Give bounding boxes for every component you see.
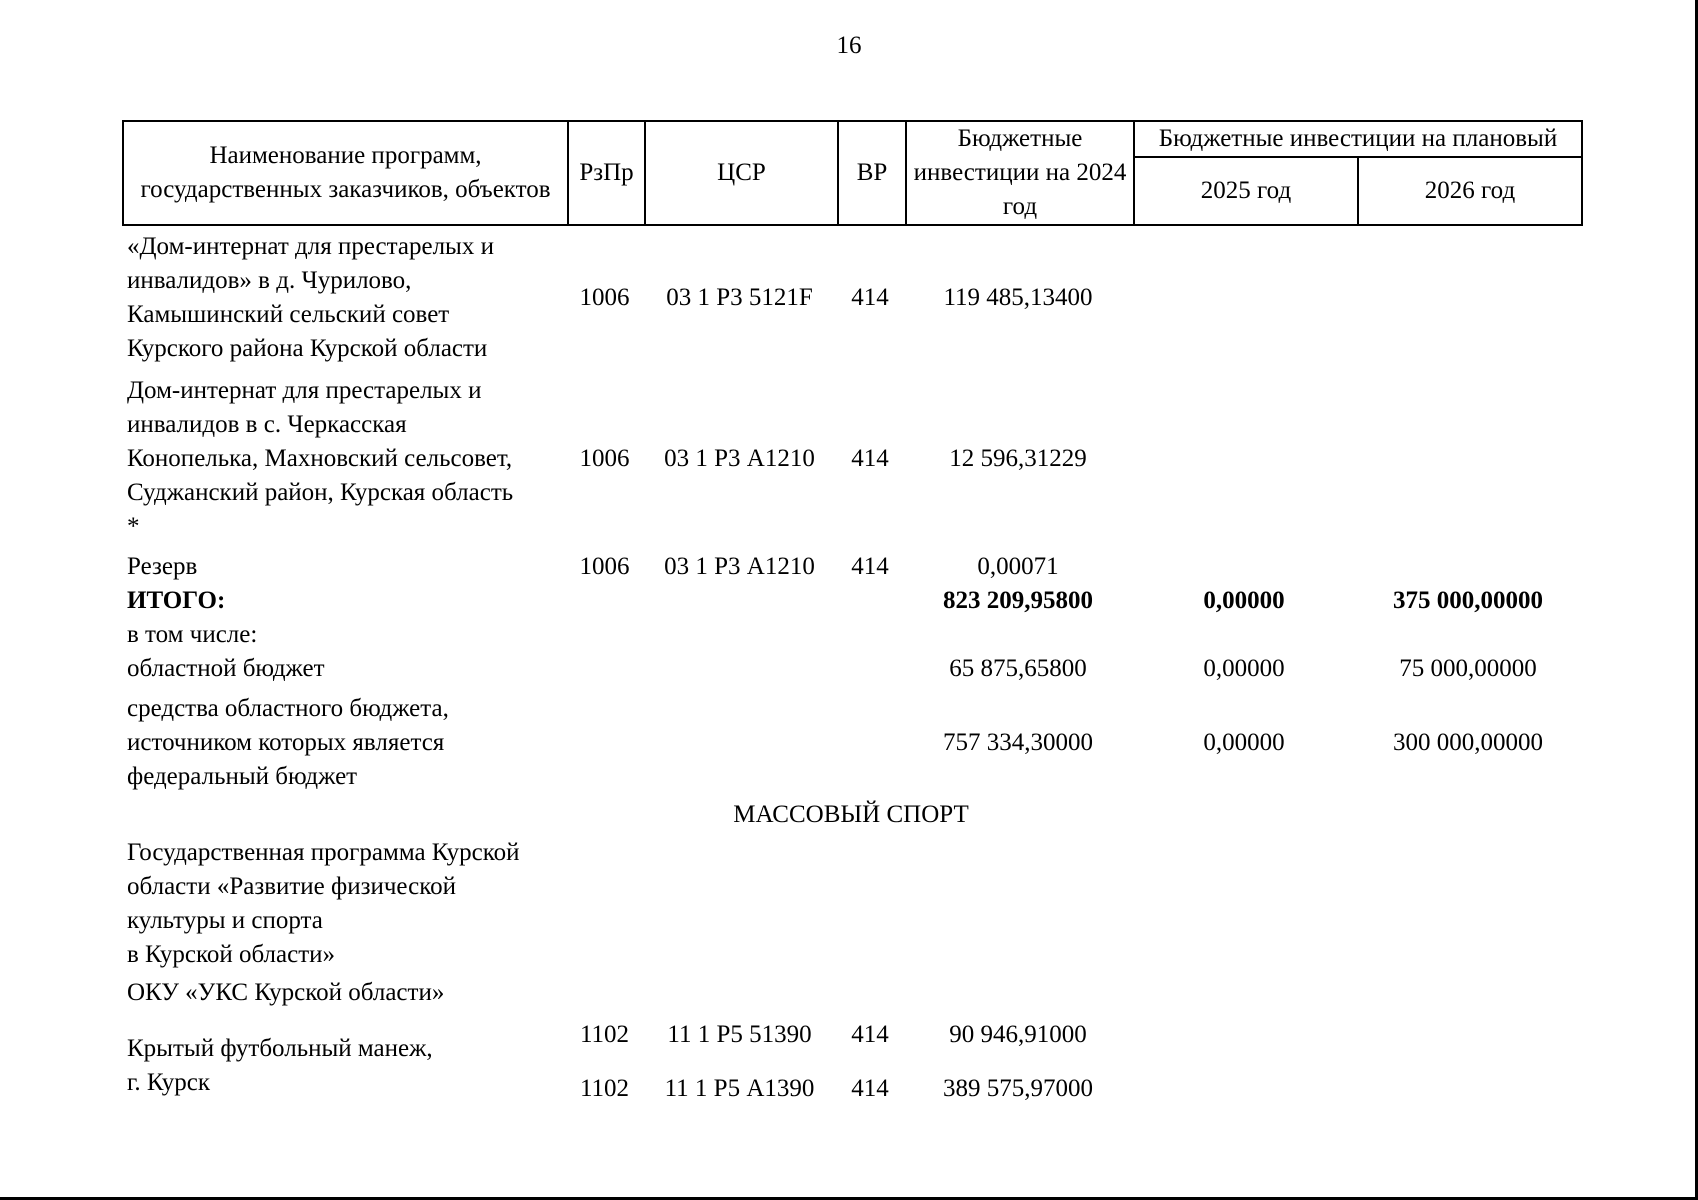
row-name: Резерв bbox=[127, 553, 198, 580]
header-csr: ЦСР bbox=[645, 121, 838, 225]
row-inv-2024: 389 575,97000 bbox=[943, 1075, 1093, 1102]
table-row bbox=[122, 230, 1580, 366]
header-2025: 2025 год bbox=[1134, 157, 1358, 225]
program-name: Государственная программа Курской области «Развитие физической культуры и спорта в Курской области» bbox=[127, 839, 520, 968]
page-number: 16 bbox=[836, 32, 862, 59]
row-rzpr: 1006 bbox=[579, 284, 630, 311]
row-inv-2024: 65 875,65800 bbox=[949, 655, 1087, 682]
row-2026: 75 000,00000 bbox=[1399, 655, 1537, 682]
row-inv-2024: 757 334,30000 bbox=[943, 729, 1093, 756]
row-csr: 03 1 Р3 А1210 bbox=[664, 445, 815, 472]
row-csr: 11 1 Р5 А1390 bbox=[664, 1075, 815, 1102]
header-vr: ВР bbox=[838, 121, 906, 225]
table-row bbox=[566, 1072, 1132, 1106]
row-inv-2024: 119 485,13400 bbox=[943, 284, 1093, 311]
header-name: Наименование программ, государственных заказчиков, объектов bbox=[123, 121, 568, 225]
total-row bbox=[122, 584, 1580, 618]
row-name: «Дом-интернат для престарелых и инвалидов» в д. Чурилово, Камышинский сельский совет Курского района Курской области bbox=[127, 233, 494, 362]
object-lines bbox=[566, 1018, 1132, 1106]
section-title: МАССОВЫЙ СПОРТ bbox=[733, 801, 969, 828]
row-csr: 03 1 Р3 А1210 bbox=[664, 553, 815, 580]
header-rzpr: РзПр bbox=[568, 121, 645, 225]
row-2026: 300 000,00000 bbox=[1393, 729, 1543, 756]
row-name: в том числе: bbox=[127, 621, 258, 648]
header-planned-period: Бюджетные инвестиции на плановый bbox=[1134, 121, 1582, 157]
row-rzpr: 1102 bbox=[579, 1021, 630, 1048]
row-2026: 375 000,00000 bbox=[1393, 587, 1543, 614]
row-inv-2024: 12 596,31229 bbox=[949, 445, 1087, 472]
row-vr: 414 bbox=[851, 445, 889, 472]
row-name: средства областного бюджета, источником которых является федеральный бюджет bbox=[127, 695, 449, 790]
row-2025: 0,00000 bbox=[1203, 587, 1285, 614]
row-vr: 414 bbox=[851, 284, 889, 311]
table-row bbox=[122, 550, 1580, 584]
row-inv-2024: 823 209,95800 bbox=[943, 587, 1093, 614]
header-investments-2024: Бюджетные инвестиции на 2024 год bbox=[906, 121, 1134, 225]
row-rzpr: 1102 bbox=[579, 1075, 630, 1102]
header-2026: 2026 год bbox=[1358, 157, 1582, 225]
row-rzpr: 1006 bbox=[579, 445, 630, 472]
table-row bbox=[122, 692, 1580, 794]
row-2025: 0,00000 bbox=[1203, 729, 1285, 756]
row-inv-2024: 0,00071 bbox=[977, 553, 1059, 580]
table-row bbox=[122, 618, 1580, 652]
object-name: Крытый футбольный манеж, г. Курск bbox=[127, 1035, 433, 1096]
table-row bbox=[122, 652, 1580, 686]
row-inv-2024: 90 946,91000 bbox=[949, 1021, 1087, 1048]
row-csr: 03 1 Р3 5121F bbox=[666, 284, 813, 311]
row-rzpr: 1006 bbox=[579, 553, 630, 580]
table-header bbox=[122, 120, 1583, 226]
row-csr: 11 1 Р5 51390 bbox=[667, 1021, 812, 1048]
object-block bbox=[122, 1018, 1580, 1106]
row-name: Дом-интернат для престарелых и инвалидов в с. Черкасская Конопелька, Махновский сельсовет, Суджанский район, Курская область * bbox=[127, 377, 514, 540]
table-body bbox=[122, 226, 1580, 1106]
row-vr: 414 bbox=[851, 553, 889, 580]
row-2025: 0,00000 bbox=[1203, 655, 1285, 682]
table-row bbox=[566, 1018, 1132, 1052]
row-name: областной бюджет bbox=[127, 655, 325, 682]
table-row bbox=[122, 374, 1580, 544]
row-name: ИТОГО: bbox=[127, 587, 226, 614]
row-vr: 414 bbox=[851, 1021, 889, 1048]
row-vr: 414 bbox=[851, 1075, 889, 1102]
customer-name: ОКУ «УКС Курской области» bbox=[127, 979, 445, 1006]
